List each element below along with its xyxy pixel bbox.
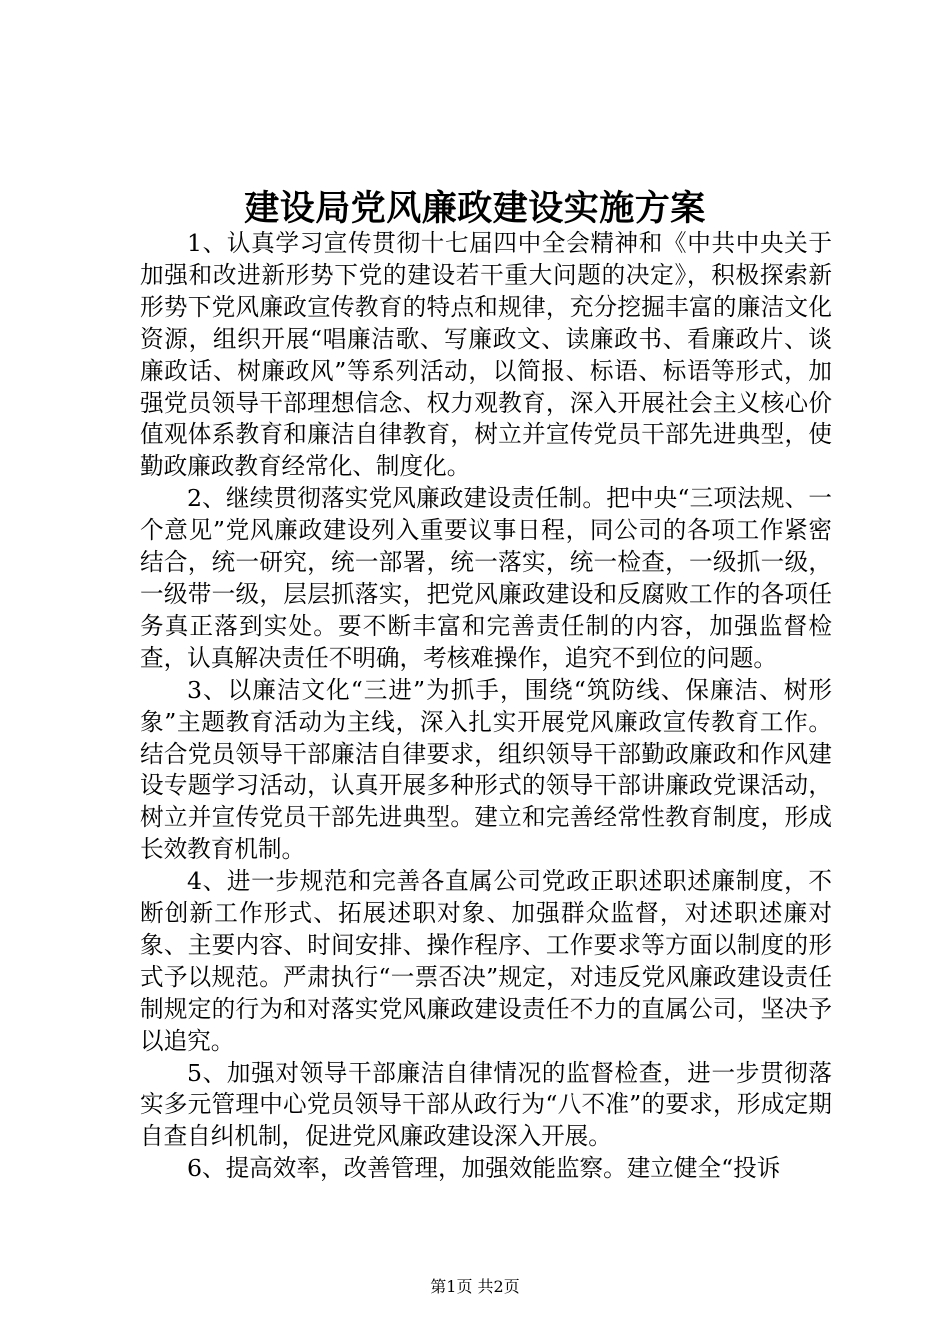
document-title: 建设局党风廉政建设实施方案 <box>244 188 706 229</box>
page-indicator: 第1页 共2页 <box>430 1277 520 1296</box>
paragraph-1: 1、认真学习宣传贯彻十七届四中全会精神和《中共中央关于加强和改进新形势下党的建设若干重大问题的决定》，积极探索新形势下党风廉政宣传教育的特点和规律，充分挖掘丰富的廉洁文化资源，组织开展“唱廉洁歌、写廉政文、读廉政书、看廉政片、谈廉政话、树廉政风”等系列活动，以简报、标语、标语等形式，加强党员领导干部理想信念、权力观教育，深入开展社会主义核心价值观体系教育和廉洁自律教育，树立并宣传党员干部先进典型，使勤政廉政教育经常化、制度化。 <box>140 229 832 481</box>
paragraph-6: 6、提高效率，改善管理，加强效能监察。建立健全“投诉 <box>187 1154 781 1183</box>
document-body <box>140 228 832 1185</box>
paragraph-4: 4、进一步规范和完善各直属公司党政正职述职述廉制度，不断创新工作形式、拓展述职对象、加强群众监督，对述职述廉对象、主要内容、时间安排、操作程序、工作要求等方面以制度的形式予以规范。严肃执行“一票否决”规定，对违反党风廉政建设责任制规定的行为和对落实党风廉政建设责任不力的直属公司，坚决予以追究。 <box>140 867 832 1055</box>
paragraph-2: 2、继续贯彻落实党风廉政建设责任制。把中央“三项法规、一个意见”党风廉政建设列入重要议事日程，同公司的各项工作紧密结合，统一研究，统一部署，统一落实，统一检查，一级抓一级，一级带一级，层层抓落实，把党风廉政建设和反腐败工作的各项任务真正落到实处。要不断丰富和完善责任制的内容，加强监督检查，认真解决责任不明确，考核难操作，追究不到位的问题。 <box>140 484 832 672</box>
paragraph-3: 3、以廉洁文化“三进”为抓手，围绕“筑防线、保廉洁、树形象”主题教育活动为主线，深入扎实开展党风廉政宣传教育工作。结合党员领导干部廉洁自律要求，组织领导干部勤政廉政和作风建设专题学习活动，认真开展多种形式的领导干部讲廉政党课活动，树立并宣传党员干部先进典型。建立和完善经常性教育制度，形成长效教育机制。 <box>140 675 832 864</box>
paragraph-5: 5、加强对领导干部廉洁自律情况的监督检查，进一步贯彻落实多元管理中心党员领导干部从政行为“八不准”的要求，形成定期自查自纠机制，促进党风廉政建设深入开展。 <box>140 1058 832 1151</box>
